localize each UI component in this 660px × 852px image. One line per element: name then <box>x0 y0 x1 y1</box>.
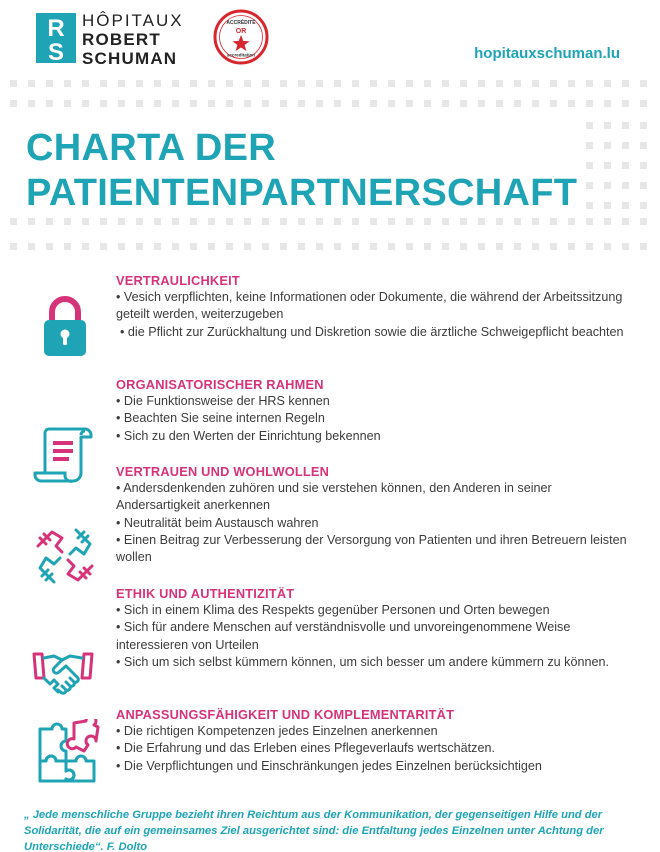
website-url[interactable]: hopitauxschuman.lu <box>474 45 620 62</box>
pattern-dot <box>298 218 305 225</box>
pattern-dot <box>622 162 629 169</box>
pattern-dot <box>496 218 503 225</box>
pattern-dot <box>352 80 359 87</box>
pattern-dot <box>586 202 593 209</box>
page-title <box>26 126 577 216</box>
pattern-dot <box>172 80 179 87</box>
pattern-dot <box>388 100 395 107</box>
pattern-dot <box>640 142 647 149</box>
pattern-dot <box>154 100 161 107</box>
section-ethics-authenticity <box>116 585 636 671</box>
pattern-dot <box>352 243 359 250</box>
list-item: • Sich in einem Klima des Respekts gegenüber Personen und Orten bewegen <box>116 602 636 619</box>
pattern-dot <box>352 100 359 107</box>
pattern-dot <box>406 80 413 87</box>
section-heading: ANPASSUNGSFÄHIGKEIT UND KOMPLEMENTARITÄT <box>116 707 455 722</box>
pattern-dot <box>244 218 251 225</box>
pattern-dot <box>298 100 305 107</box>
pattern-dot <box>514 218 521 225</box>
pattern-dot <box>64 218 71 225</box>
pattern-dot <box>550 243 557 250</box>
pattern-dot <box>82 243 89 250</box>
pattern-dot <box>478 80 485 87</box>
pattern-dot <box>640 162 647 169</box>
pattern-dot <box>118 218 125 225</box>
pattern-dot <box>460 80 467 87</box>
hospital-name <box>82 12 184 67</box>
pattern-dot <box>640 202 647 209</box>
section-list <box>116 393 636 445</box>
pattern-dot <box>28 218 35 225</box>
section-heading: ETHIK UND AUTHENTIZITÄT <box>116 586 295 601</box>
pattern-dot <box>640 218 647 225</box>
pattern-dot <box>622 243 629 250</box>
page-title-line2: PATIENTENPARTNERSCHAFT <box>26 172 578 214</box>
pattern-dot <box>100 100 107 107</box>
pattern-dot <box>82 218 89 225</box>
pattern-dot <box>586 122 593 129</box>
pattern-dot <box>280 100 287 107</box>
pattern-dot <box>550 218 557 225</box>
pattern-dot <box>514 100 521 107</box>
pattern-dot <box>370 218 377 225</box>
section-list <box>116 289 636 341</box>
pattern-dot <box>406 100 413 107</box>
pattern-dot <box>370 243 377 250</box>
pattern-dot <box>496 243 503 250</box>
pattern-dot <box>118 100 125 107</box>
pattern-dot <box>442 218 449 225</box>
pattern-dot <box>442 243 449 250</box>
pattern-dot <box>532 100 539 107</box>
pattern-dot <box>208 100 215 107</box>
pattern-dot <box>316 80 323 87</box>
pattern-dot <box>604 182 611 189</box>
pattern-dot <box>172 100 179 107</box>
pattern-dot <box>208 218 215 225</box>
logo-letter-r: R <box>47 15 65 42</box>
badge-mid-text: OR <box>235 28 247 35</box>
pattern-dot <box>550 80 557 87</box>
pattern-dot <box>442 80 449 87</box>
pattern-dot <box>244 100 251 107</box>
list-item: • Andersdenkenden zuhören und sie verstehen können, den Anderen in seiner Andersartigkeit anerkennen <box>116 480 636 515</box>
pattern-dot <box>244 243 251 250</box>
list-item: • Sich um sich selbst kümmern können, um sich besser um andere kümmern zu können. <box>116 654 636 671</box>
list-item: • die Pflicht zur Zurückhaltung und Diskretion sowie die ärztliche Schweigepflicht beachten <box>116 324 636 341</box>
pattern-dot <box>334 243 341 250</box>
pattern-dot <box>190 218 197 225</box>
pattern-dot <box>226 218 233 225</box>
list-item: • Sich zu den Werten der Einrichtung bekennen <box>116 428 636 445</box>
pattern-dot <box>604 80 611 87</box>
pattern-dot <box>460 243 467 250</box>
pattern-dot <box>316 100 323 107</box>
pattern-dot <box>424 100 431 107</box>
pattern-dot <box>370 80 377 87</box>
pattern-dot <box>154 243 161 250</box>
pattern-dot <box>190 80 197 87</box>
pattern-dot <box>10 100 17 107</box>
puzzle-icon <box>36 719 100 783</box>
pattern-dot <box>136 218 143 225</box>
pattern-dot <box>622 80 629 87</box>
pattern-dot <box>604 122 611 129</box>
pattern-dot <box>406 243 413 250</box>
pattern-dot <box>190 100 197 107</box>
pattern-dot <box>622 218 629 225</box>
pattern-dot <box>388 80 395 87</box>
pattern-dot <box>244 80 251 87</box>
list-item: • Die Funktionsweise der HRS kennen <box>116 393 636 410</box>
section-trust-goodwill <box>116 463 636 566</box>
list-item: • Die richtigen Kompetenzen jedes Einzelnen anerkennen <box>116 723 636 740</box>
pattern-dot <box>424 243 431 250</box>
pattern-dot <box>82 80 89 87</box>
pattern-dot <box>28 243 35 250</box>
page-title-line1: CHARTA DER <box>26 127 276 169</box>
pattern-dot <box>280 80 287 87</box>
pattern-dot <box>388 218 395 225</box>
pattern-dot <box>172 218 179 225</box>
pattern-dot <box>514 80 521 87</box>
section-heading: VERTRAUEN UND WOHLWOLLEN <box>116 464 330 479</box>
pattern-dot <box>622 100 629 107</box>
hospital-name-line2: ROBERT <box>82 30 161 49</box>
pattern-dot <box>136 100 143 107</box>
pattern-dot <box>622 122 629 129</box>
badge-bottom-text: accreditation <box>226 52 256 58</box>
pattern-dot <box>640 122 647 129</box>
pattern-dot <box>532 80 539 87</box>
hands-circle-icon <box>32 524 98 588</box>
list-item: • Sich für andere Menschen auf verständnisvolle und unvoreingenommene Weise interessieren von Urteilen <box>116 619 636 654</box>
list-item: • Die Verpflichtungen und Einschränkungen jedes Einzelnen berücksichtigen <box>116 758 636 775</box>
pattern-dot <box>622 142 629 149</box>
pattern-dot <box>316 218 323 225</box>
pattern-dot <box>460 100 467 107</box>
pattern-dot <box>424 80 431 87</box>
pattern-dot <box>460 218 467 225</box>
pattern-dot <box>226 100 233 107</box>
pattern-dot <box>172 243 179 250</box>
pattern-dot <box>280 243 287 250</box>
pattern-dot <box>640 243 647 250</box>
section-list <box>116 723 636 775</box>
handshake-icon <box>32 650 94 698</box>
pattern-dot <box>586 100 593 107</box>
pattern-dot <box>496 100 503 107</box>
list-item: • Neutralität beim Austausch wahren <box>116 515 636 532</box>
pattern-dot <box>334 100 341 107</box>
pattern-dot <box>622 202 629 209</box>
pattern-dot <box>532 243 539 250</box>
section-confidentiality <box>116 272 636 341</box>
pattern-dot <box>550 100 557 107</box>
pattern-dot <box>604 243 611 250</box>
document-scroll-icon <box>33 425 93 485</box>
pattern-dot <box>586 243 593 250</box>
pattern-dot <box>478 100 485 107</box>
pattern-dot <box>568 80 575 87</box>
section-heading: ORGANISATORISCHER RAHMEN <box>116 377 324 392</box>
badge-top-text: ACCRÉDITÉ <box>226 20 256 26</box>
pattern-dot <box>334 218 341 225</box>
pattern-dot <box>406 218 413 225</box>
pattern-dot <box>640 182 647 189</box>
pattern-dot <box>262 100 269 107</box>
dolto-quote: „ Jede menschliche Gruppe bezieht ihren Reichtum aus der Kommunikation, der gegenseitigen Hilfe und der Solidarität, die auf ein gemeinsames Ziel ausgerichtet sind: die Entfaltung jedes Einzelnen unter Achtung der Unterschiede“. F. Dolto <box>24 809 604 852</box>
section-adaptability-complementarity <box>116 706 636 775</box>
pattern-dot <box>118 80 125 87</box>
pattern-dot <box>262 80 269 87</box>
pattern-dot <box>388 243 395 250</box>
pattern-dot <box>226 80 233 87</box>
pattern-dot <box>46 243 53 250</box>
pattern-dot <box>640 100 647 107</box>
pattern-dot <box>442 100 449 107</box>
pattern-dot <box>10 243 17 250</box>
list-item: • Vesich verpflichten, keine Informationen oder Dokumente, die während der Arbeitssitzung geteilt werden, weiterzugeben <box>116 289 636 324</box>
list-item: • Die Erfahrung und das Erleben eines Pflegeverlaufs wertschätzen. <box>116 740 636 757</box>
pattern-dot <box>514 243 521 250</box>
pattern-dot <box>262 243 269 250</box>
pattern-dot <box>46 218 53 225</box>
pattern-dot <box>118 243 125 250</box>
list-item: • Einen Beitrag zur Verbesserung der Versorgung von Patienten und ihren Betreuern leisten wollen <box>116 532 636 567</box>
pattern-dot <box>370 100 377 107</box>
pattern-dot <box>586 142 593 149</box>
pattern-dot <box>532 218 539 225</box>
section-organizational-framework <box>116 376 636 445</box>
pattern-dot <box>586 182 593 189</box>
pattern-dot <box>640 80 647 87</box>
pattern-dot <box>64 80 71 87</box>
section-heading: VERTRAULICHKEIT <box>116 273 240 288</box>
pattern-dot <box>10 218 17 225</box>
pattern-dot <box>136 243 143 250</box>
pattern-dot <box>100 243 107 250</box>
section-list <box>116 602 636 671</box>
pattern-dot <box>10 80 17 87</box>
pattern-dot <box>316 243 323 250</box>
pattern-dot <box>604 202 611 209</box>
pattern-dot <box>298 243 305 250</box>
pattern-dot <box>190 243 197 250</box>
hrs-logo-mark <box>36 13 76 63</box>
pattern-dot <box>604 100 611 107</box>
pattern-dot <box>100 218 107 225</box>
hospital-name-line3: SCHUMAN <box>82 49 178 68</box>
pattern-dot <box>262 218 269 225</box>
pattern-dot <box>334 80 341 87</box>
pattern-dot <box>568 243 575 250</box>
accreditation-badge <box>213 9 269 65</box>
pattern-dot <box>46 80 53 87</box>
list-item: • Beachten Sie seine internen Regeln <box>116 410 636 427</box>
pattern-dot <box>298 80 305 87</box>
pattern-dot <box>586 80 593 87</box>
pattern-dot <box>136 80 143 87</box>
hospital-name-line1: HÔPITAUX <box>82 11 184 30</box>
pattern-dot <box>82 100 89 107</box>
pattern-dot <box>28 100 35 107</box>
pattern-dot <box>28 80 35 87</box>
pattern-dot <box>568 100 575 107</box>
pattern-dot <box>280 218 287 225</box>
pattern-dot <box>154 80 161 87</box>
pattern-dot <box>46 100 53 107</box>
pattern-dot <box>622 182 629 189</box>
pattern-dot <box>154 218 161 225</box>
pattern-dot <box>100 80 107 87</box>
pattern-dot <box>424 218 431 225</box>
pattern-dot <box>604 142 611 149</box>
pattern-dot <box>496 80 503 87</box>
pattern-dot <box>352 218 359 225</box>
pattern-dot <box>478 218 485 225</box>
pattern-dot <box>604 162 611 169</box>
pattern-dot <box>64 243 71 250</box>
pattern-dot <box>568 218 575 225</box>
pattern-dot <box>586 162 593 169</box>
pattern-dot <box>586 218 593 225</box>
pattern-dot <box>208 80 215 87</box>
pattern-dot <box>208 243 215 250</box>
logo-letter-s: S <box>47 39 65 63</box>
section-list <box>116 480 636 566</box>
padlock-icon <box>42 296 88 358</box>
pattern-dot <box>64 100 71 107</box>
pattern-dot <box>478 243 485 250</box>
pattern-dot <box>226 243 233 250</box>
pattern-dot <box>604 218 611 225</box>
